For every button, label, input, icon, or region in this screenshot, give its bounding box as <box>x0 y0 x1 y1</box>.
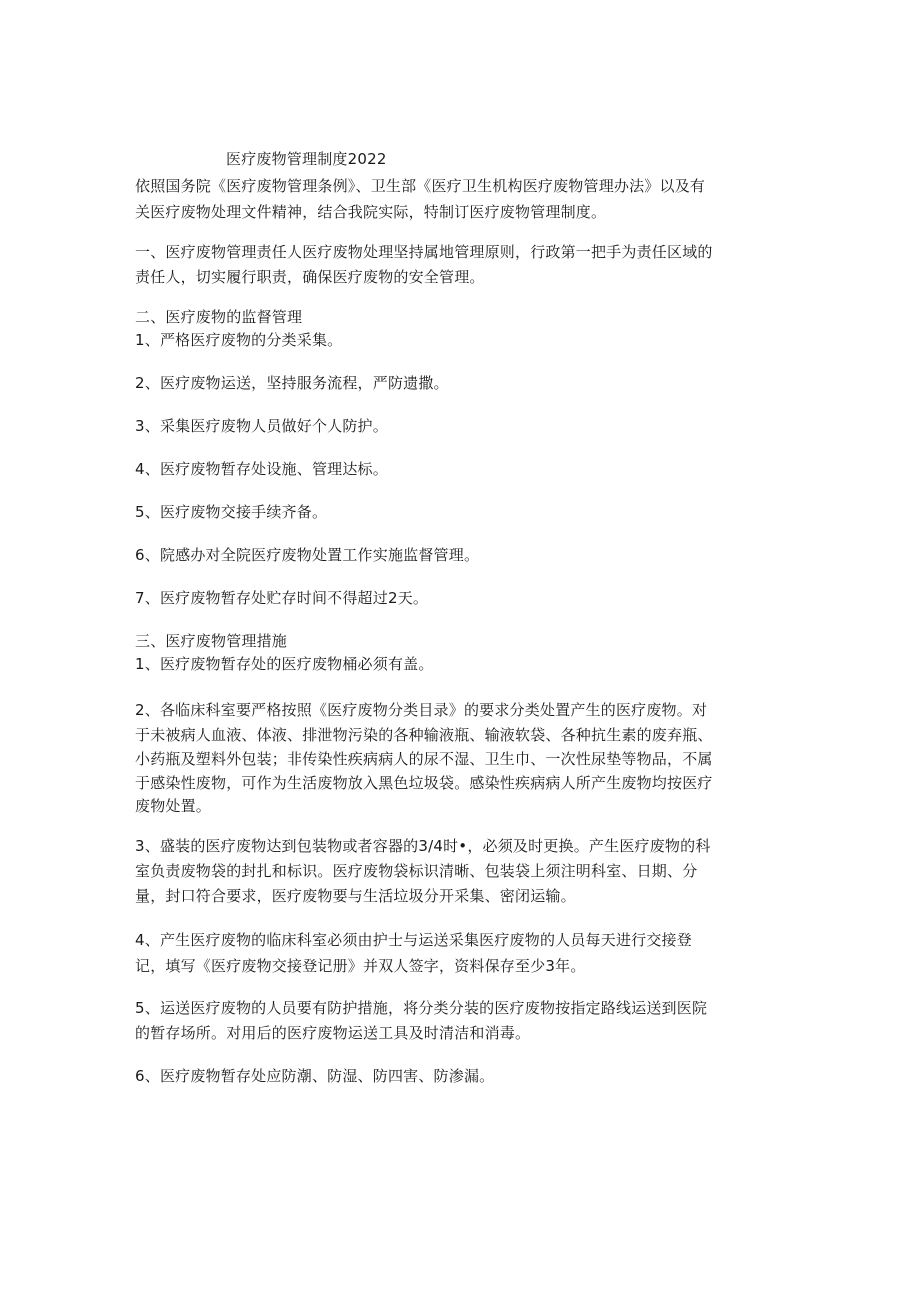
section3-item-2-line-4: 于感染性废物，可作为生活废物放入黑色垃圾袋。感染性疾病病人所产生废物均按医疗 <box>135 774 713 792</box>
section3-item-6: 6、医疗废物暂存处应防潮、防湿、防四害、防渗漏。 <box>135 1067 495 1085</box>
section1-line-2: 责任人，切实履行职责，确保医疗废物的安全管理。 <box>135 268 485 286</box>
section2-heading: 二、医疗废物的监督管理 <box>135 308 303 326</box>
section3-item-1: 1、医疗废物暂存处的医疗废物桶必须有盖。 <box>135 655 434 673</box>
section2-item-5: 5、医疗废物交接手续齐备。 <box>135 503 328 521</box>
intro-line-1: 依照国务院《医疗废物管理条例》、卫生部《医疗卫生机构医疗废物管理办法》以及有 <box>135 177 706 195</box>
document-title: 医疗废物管理制度2022 <box>226 150 387 168</box>
section3-item-4-line-1: 4、产生医疗废物的临床科室必须由护士与运送采集医疗废物的人员每天进行交接登 <box>135 931 692 949</box>
section3-item-2-line-3: 小药瓶及塑料外包装；非传染性疾病病人的尿不湿、卫生巾、一次性尿垫等物品，不属 <box>135 750 713 768</box>
section2-item-3: 3、采集医疗废物人员做好个人防护。 <box>135 417 388 435</box>
section1-line-1: 一、医疗废物管理责任人医疗废物处理坚持属地管理原则，行政第一把手为责任区域的 <box>135 243 713 261</box>
section2-item-7: 7、医疗废物暂存处贮存时间不得超过2天。 <box>135 589 429 607</box>
section2-item-6: 6、院感办对全院医疗废物处置工作实施监督管理。 <box>135 546 480 564</box>
section3-item-2-line-2: 于未被病人血液、体液、排泄物污染的各种输液瓶、输液软袋、各种抗生素的废弃瓶、 <box>135 726 713 744</box>
section3-item-4-line-2: 记，填写《医疗废物交接登记册》并双人签字，资料保存至少3年。 <box>135 957 586 975</box>
section2-item-2: 2、医疗废物运送，坚持服务流程，严防遗撒。 <box>135 374 449 392</box>
intro-line-2: 关医疗废物处理文件精神，结合我院实际，特制订医疗废物管理制度。 <box>135 203 607 221</box>
section3-item-3-line-1: 3、盛装的医疗废物达到包装物或者容器的3/4时•，必须及时更换。产生医疗废物的科 <box>135 837 711 855</box>
section2-item-1: 1、严格医疗废物的分类采集。 <box>135 331 343 349</box>
section3-heading: 三、医疗废物管理措施 <box>135 632 288 650</box>
section3-item-2-line-1: 2、各临床科室要严格按照《医疗废物分类目录》的要求分类处置产生的医疗废物。对 <box>135 701 708 719</box>
section2-item-4: 4、医疗废物暂存处设施、管理达标。 <box>135 460 388 478</box>
section3-item-3-line-2: 室负责废物袋的封扎和标识。医疗废物袋标识清晰、包装袋上须注明科室、日期、分 <box>135 862 698 880</box>
section3-item-2-line-5: 废物处置。 <box>135 797 212 815</box>
section3-item-5-line-2: 的暂存场所。对用后的医疗废物运送工具及时清洁和消毒。 <box>135 1024 531 1042</box>
section3-item-5-line-1: 5、运送医疗废物的人员要有防护措施，将分类分装的医疗废物按指定路线运送到医院 <box>135 999 708 1017</box>
section3-item-3-line-3: 量，封口符合要求，医疗废物要与生活垃圾分开采集、密闭运输。 <box>135 887 576 905</box>
